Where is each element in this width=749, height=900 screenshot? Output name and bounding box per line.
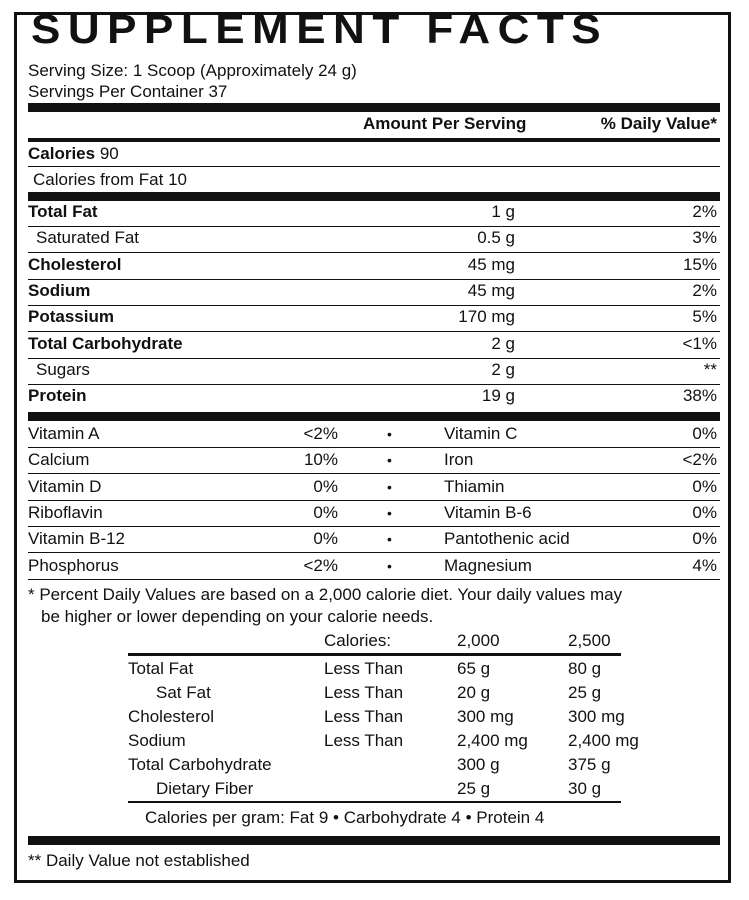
nutrient-amount: 2 g	[491, 359, 515, 379]
vitamin-value: 0%	[692, 529, 717, 549]
thin-rule	[28, 305, 720, 306]
vitamin-name: Vitamin C	[444, 424, 518, 443]
medium-rule	[28, 138, 720, 142]
calories-value: 90	[99, 144, 119, 163]
thick-rule	[28, 192, 720, 201]
thin-rule	[28, 279, 720, 280]
vitamin-value: <2%	[303, 555, 338, 575]
bullet-separator: •	[387, 557, 392, 574]
nutrient-amount: 19 g	[481, 386, 515, 406]
reference-calories-label: Calories:	[324, 631, 392, 650]
vitamin-value: 10%	[303, 450, 338, 470]
nutrient-label: Protein	[28, 386, 87, 406]
reference-nutrient-label: Cholesterol	[128, 707, 214, 726]
vitamin-value: 0%	[313, 476, 338, 496]
supplement-facts-panel	[14, 7, 731, 883]
thin-rule	[28, 331, 720, 332]
thick-rule	[28, 103, 720, 112]
vitamin-value: 0%	[692, 476, 717, 496]
thin-rule	[28, 447, 720, 448]
vitamin-name: Calcium	[28, 450, 90, 470]
nutrient-daily-value: 2%	[692, 202, 717, 221]
reference-value-2500: 300 mg	[568, 707, 625, 726]
nutrient-daily-value: **	[703, 359, 717, 379]
vitamin-name: Pantothenic acid	[444, 529, 570, 549]
reference-value-2500: 30 g	[568, 779, 602, 798]
reference-header-rule	[128, 653, 621, 656]
reference-qualifier: Less Than	[324, 731, 404, 750]
nutrient-amount: 170 mg	[458, 307, 515, 327]
reference-qualifier: Less Than	[324, 659, 404, 678]
nutrient-amount: 2 g	[491, 333, 515, 353]
nutrient-label: Total Fat	[28, 202, 98, 221]
thick-rule	[28, 412, 720, 421]
bullet-separator: •	[387, 531, 392, 548]
dv-header: % Daily Value*	[600, 114, 717, 133]
bullet-separator: •	[387, 504, 392, 521]
bullet-separator: •	[387, 426, 392, 442]
nutrient-daily-value: 3%	[692, 228, 717, 248]
nutrient-daily-value: 38%	[682, 386, 717, 406]
thin-rule	[28, 384, 720, 385]
vitamin-name: Vitamin D	[28, 476, 102, 496]
vitamin-name: Vitamin B-6	[444, 502, 532, 522]
serving-size: Serving Size: 1 Scoop (Approximately 24 g)	[28, 61, 357, 80]
vitamin-name: Vitamin A	[28, 424, 100, 443]
reference-value-2000: 2,400 mg	[457, 731, 528, 750]
nutrient-label: Potassium	[28, 307, 114, 327]
nutrient-daily-value: 15%	[682, 254, 717, 274]
nutrient-label: Total Carbohydrate	[28, 333, 183, 353]
nutrient-daily-value: 2%	[692, 280, 717, 300]
reference-qualifier: Less Than	[324, 707, 404, 726]
reference-nutrient-label: Dietary Fiber	[156, 779, 254, 798]
vitamin-name: Phosphorus	[28, 555, 119, 575]
calories-row	[28, 144, 119, 164]
nutrient-amount: 1 g	[491, 202, 515, 221]
vitamin-value: <2%	[303, 424, 338, 443]
thin-rule	[28, 500, 720, 501]
vitamin-name: Riboflavin	[28, 502, 103, 522]
nutrient-daily-value: <1%	[682, 333, 717, 353]
thin-rule	[28, 358, 720, 359]
thin-rule	[28, 526, 720, 527]
vitamin-name: Magnesium	[444, 555, 532, 575]
vitamin-name: Iron	[444, 450, 474, 470]
thin-rule	[28, 552, 720, 553]
calories-per-gram: Calories per gram: Fat 9 • Carbohydrate 4 • Protein 4	[145, 808, 545, 827]
vitamin-value: 0%	[692, 424, 717, 443]
reference-footer-rule	[128, 801, 621, 803]
reference-nutrient-label: Total Carbohydrate	[128, 755, 272, 774]
reference-qualifier: Less Than	[324, 683, 404, 702]
nutrient-amount: 45 mg	[467, 280, 515, 300]
servings-per-container: Servings Per Container 37	[28, 82, 228, 101]
bullet-separator: •	[387, 452, 392, 469]
nutrient-amount: 45 mg	[467, 254, 515, 274]
footnote-line-1: * Percent Daily Values are based on a 2,000 calorie diet. Your daily values may	[28, 585, 623, 604]
thin-rule	[28, 579, 720, 580]
bullet-separator: •	[387, 478, 392, 495]
calories-from-fat: Calories from Fat 10	[33, 170, 187, 189]
thin-rule	[28, 166, 720, 167]
reference-nutrient-label: Sat Fat	[156, 683, 211, 702]
reference-value-2500: 375 g	[568, 755, 611, 774]
vitamin-value: 0%	[313, 502, 338, 522]
reference-value-2000: 65 g	[457, 659, 491, 678]
thick-rule	[28, 836, 720, 845]
calories-label: Calories	[28, 144, 96, 163]
vitamin-value: <2%	[682, 450, 717, 470]
footnote-line-2: be higher or lower depending on your calorie needs.	[41, 607, 434, 626]
vitamin-name: Thiamin	[444, 476, 505, 496]
vitamin-value: 0%	[313, 529, 338, 549]
nutrient-daily-value: 5%	[692, 307, 717, 327]
daily-value-not-established-note: ** Daily Value not established	[28, 851, 250, 870]
thin-rule	[28, 252, 720, 253]
nutrient-label: Cholesterol	[28, 254, 122, 274]
panel-title: SUPPLEMENT FACTS	[31, 7, 609, 53]
reference-value-2500: 25 g	[568, 683, 602, 702]
reference-value-2500: 2,400 mg	[568, 731, 639, 750]
nutrient-amount: 0.5 g	[477, 228, 515, 248]
vitamin-value: 0%	[692, 502, 717, 522]
nutrient-label: Saturated Fat	[36, 228, 140, 248]
vitamin-value: 4%	[692, 555, 717, 575]
vitamin-name: Vitamin B-12	[28, 529, 126, 549]
amount-header: Amount Per Serving	[363, 114, 527, 133]
reference-value-2000: 300 mg	[457, 707, 514, 726]
reference-value-2000: 25 g	[457, 779, 491, 798]
reference-value-2000: 300 g	[457, 755, 500, 774]
nutrient-label: Sugars	[36, 359, 90, 379]
reference-value-2500: 80 g	[568, 659, 602, 678]
reference-column-2000: 2,000	[457, 631, 500, 650]
thin-rule	[28, 226, 720, 227]
thin-rule	[28, 473, 720, 474]
reference-value-2000: 20 g	[457, 683, 491, 702]
reference-nutrient-label: Sodium	[128, 731, 186, 750]
nutrient-label: Sodium	[28, 280, 91, 300]
reference-column-2500: 2,500	[568, 631, 611, 650]
reference-nutrient-label: Total Fat	[128, 659, 194, 678]
